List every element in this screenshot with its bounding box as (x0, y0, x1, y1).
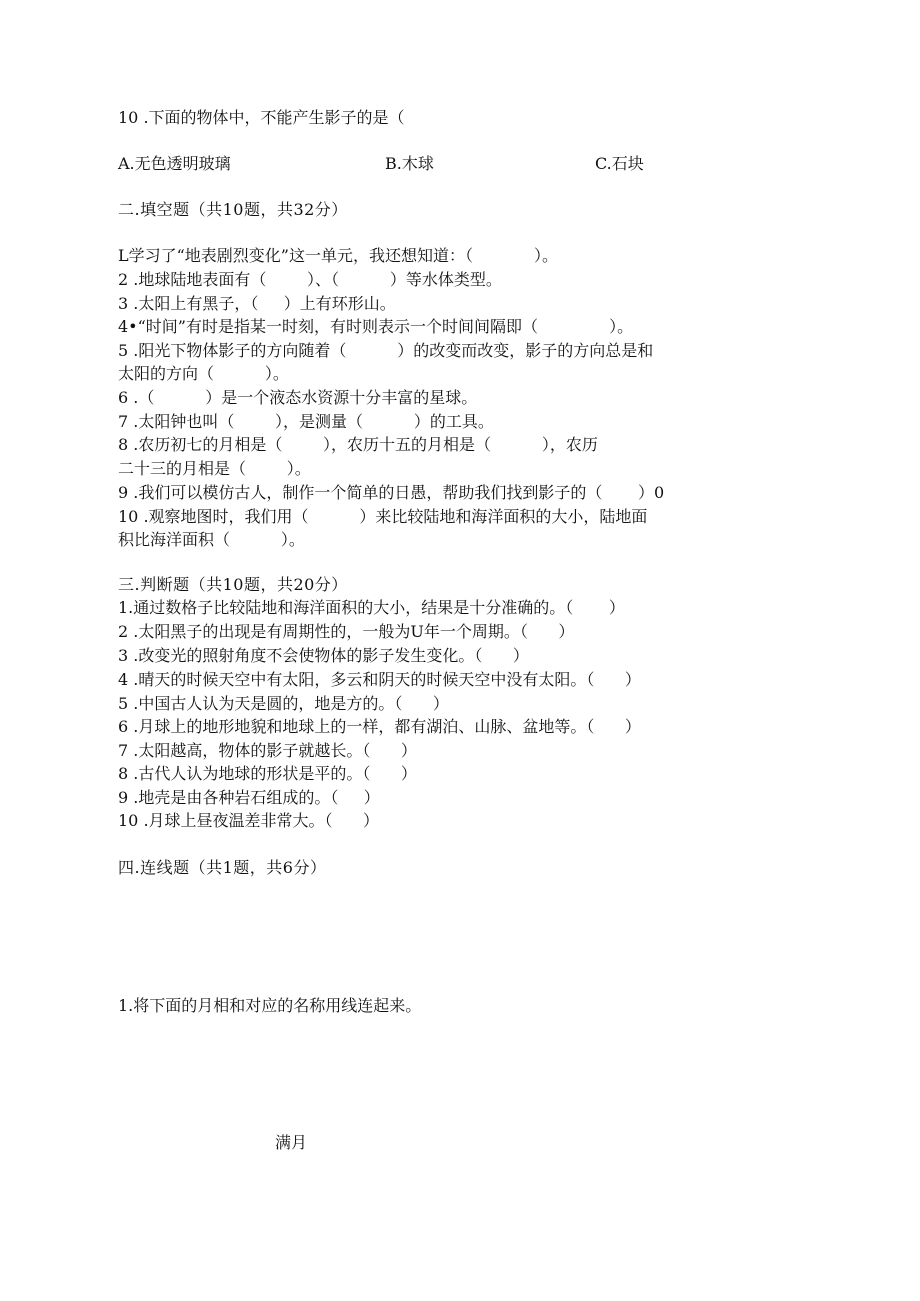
fill-line: 9 .我们可以模仿古人，制作一个简单的日愚，帮助我们找到影子的（ ）0 (118, 483, 665, 502)
section-3-heading: 三.判断题（共10题，共20分） (118, 575, 348, 594)
section-4-heading: 四.连线题（共1题，共6分） (118, 858, 327, 877)
judge-line: 5 .中国古人认为天是圆的，地是方的。（ ） (118, 694, 449, 713)
full-moon-label: 满月 (275, 1133, 308, 1152)
judge-line: 1.通过数格子比较陆地和海洋面积的大小，结果是十分准确的。（ ） (118, 598, 625, 617)
judge-line: 2 .太阳黑子的出现是有周期性的，一般为U年一个周期。（ ） (118, 622, 575, 641)
option-c: C.石块 (595, 154, 644, 173)
judge-line: 8 .古代人认为地球的形状是平的。（ ） (118, 764, 417, 783)
judge-line: 3 .改变光的照射角度不会使物体的影子发生变化。（ ） (118, 646, 529, 665)
fill-line: 3 .太阳上有黑子，（ ）上有环形山。 (118, 294, 396, 313)
matching-question: 1.将下面的月相和对应的名称用线连起来。 (118, 996, 422, 1015)
fill-line: 10 .观察地图时，我们用（ ）来比较陆地和海洋面积的大小，陆地面 (118, 507, 648, 526)
fill-line: 7 .太阳钟也叫（ ），是测量（ ）的工具。 (118, 412, 494, 431)
fill-line: 积比海洋面积（ ）。 (118, 530, 305, 549)
fill-line: 二十三的月相是（ ）。 (118, 459, 311, 478)
fill-line: 4•“时间”有时是指某一时刻，有时则表示一个时间间隔即（ ）。 (118, 317, 634, 336)
fill-line: 太阳的方向（ ）。 (118, 364, 289, 383)
section-2-heading: 二.填空题（共10题，共32分） (118, 200, 348, 219)
question-10-stem: 10 .下面的物体中，不能产生影子的是（ (118, 108, 405, 127)
fill-line: 5 .阳光下物体影子的方向随着（ ）的改变而改变，影子的方向总是和 (118, 341, 654, 360)
option-b: B.木球 (385, 154, 434, 173)
fill-line: 2 .地球陆地表面有（ ）、（ ）等水体类型。 (118, 270, 502, 289)
judge-line: 7 .太阳越高，物体的影子就越长。（ ） (118, 741, 417, 760)
judge-line: 10 .月球上昼夜温差非常大。（ ） (118, 811, 380, 830)
judge-line: 9 .地壳是由各种岩石组成的。（ ） (118, 788, 380, 807)
judge-line: 4 .晴天的时候天空中有太阳，多云和阴天的时候天空中没有太阳。（ ） (118, 670, 641, 689)
fill-line: 8 .农历初七的月相是（ ），农历十五的月相是（ ），农历 (118, 435, 598, 454)
option-a: A.无色透明玻璃 (118, 154, 231, 173)
fill-line: 6 .（ ）是一个液态水资源十分丰富的星球。 (118, 388, 478, 407)
judge-line: 6 .月球上的地形地貌和地球上的一样，都有湖泊、山脉、盆地等。（ ） (118, 717, 641, 736)
fill-line: L学习了“地表剧烈变化”这一单元，我还想知道：（ ）。 (118, 246, 559, 265)
